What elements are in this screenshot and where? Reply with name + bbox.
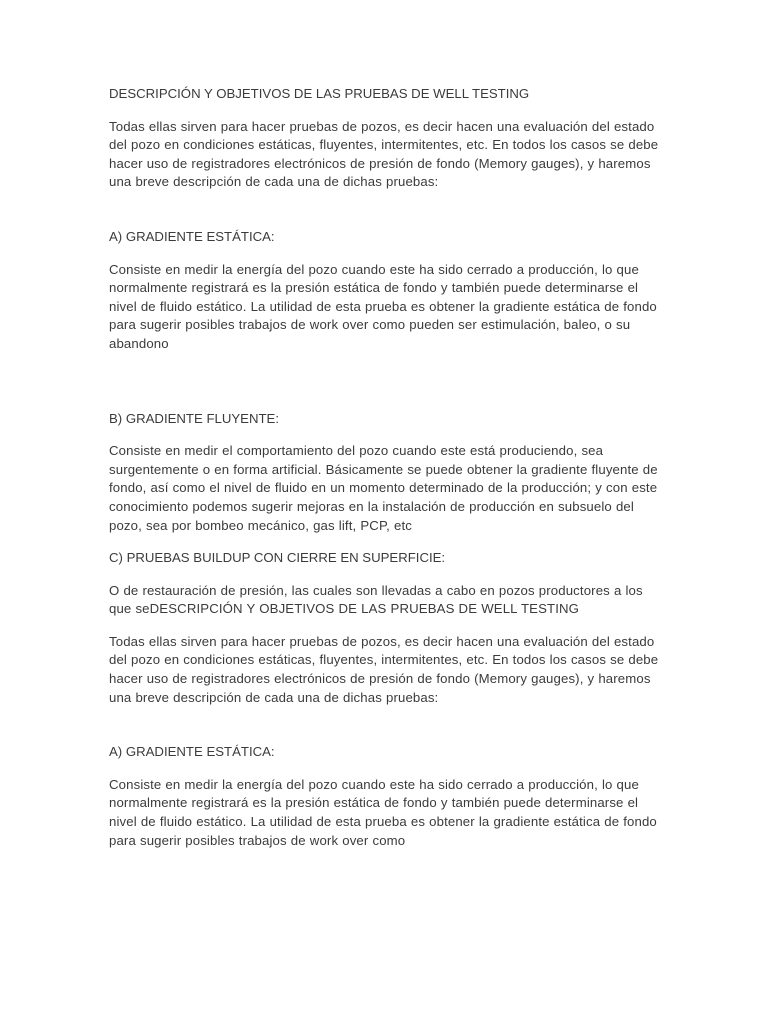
spacer (109, 568, 661, 582)
section-body-b-1: Consiste en medir el comportamiento del pozo cuando este está produciendo, sea surgentemente o en forma artificial. Básicamente se puede obtener la gradiente fluyente de fondo, así como el nivel de fluido en un momento determinado de la producción; y con este conocimiento podemos sugerir mejoras en la instalación de producción en subsuelo del pozo, sea por bombeo mecánico, gas lift, PCP, etc (109, 443, 658, 533)
spacer (109, 535, 661, 549)
section-body-a-2: Consiste en medir la energía del pozo cuando este ha sido cerrado a producción, lo que normalmente registrará es la presión estática de fondo y también puede determinarse el nivel de fluido estático. La utilidad de esta prueba es obtener la gradiente estática de fondo para sugerir posibles trabajos de work over como (109, 776, 657, 848)
document-text-column (109, 85, 661, 850)
section-body-c-1: O de restauración de presión, las cuales son llevadas a cabo en pozos productores a los que seDESCRIPCIÓN Y OBJETIVOS DE LAS PRUEBAS DE WELL TESTING (109, 582, 643, 617)
spacer (109, 619, 661, 633)
spacer (109, 104, 661, 118)
spacer (109, 707, 661, 743)
spacer (109, 428, 661, 442)
section-heading-a-1: A) GRADIENTE ESTÁTICA: (109, 228, 275, 244)
section-heading-c-1: C) PRUEBAS BUILDUP CON CIERRE EN SUPERFICIE: (109, 550, 446, 566)
intro-paragraph-2: Todas ellas sirven para hacer pruebas de pozos, es decir hacen una evaluación del estado del pozo en condiciones estáticas, fluyentes, intermitentes, etc. En todos los casos se debe hacer uso de registradores electrónicos de presión de fondo (Memory gauges), y haremos una breve descripción de cada una de dichas pruebas: (109, 633, 659, 705)
section-heading-a-2: A) GRADIENTE ESTÁTICA: (109, 744, 275, 760)
spacer (109, 354, 661, 410)
document-title: DESCRIPCIÓN Y OBJETIVOS DE LAS PRUEBAS DE WELL TESTING (109, 86, 530, 101)
section-body-a-1: Consiste en medir la energía del pozo cuando este ha sido cerrado a producción, lo que normalmente registrará es la presión estática de fondo y también puede determinarse el nivel de fluido estático. La utilidad de esta prueba es obtener la gradiente estática de fondo para sugerir posibles trabajos de work over como pueden ser estimulación, baleo, o su abandono (109, 261, 657, 351)
section-heading-b-1: B) GRADIENTE FLUYENTE: (109, 410, 279, 426)
intro-paragraph-1: Todas ellas sirven para hacer pruebas de pozos, es decir hacen una evaluación del estado del pozo en condiciones estáticas, fluyentes, intermitentes, etc. En todos los casos se debe hacer uso de registradores electrónicos de presión de fondo (Memory gauges), y haremos una breve descripción de cada una de dichas pruebas: (109, 118, 659, 190)
spacer (109, 762, 661, 776)
spacer (109, 192, 661, 228)
spacer (109, 247, 661, 261)
